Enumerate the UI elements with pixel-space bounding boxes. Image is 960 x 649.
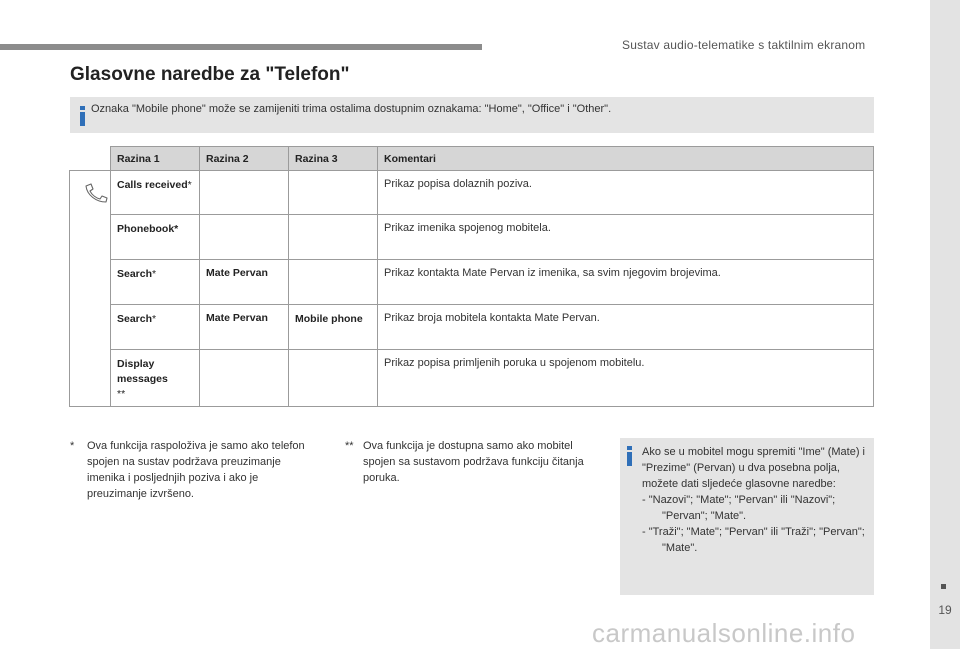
watermark-text: carmanualsonline.info [592,618,856,648]
table-row [70,350,874,407]
info-side-bullet: - "Traži"; "Mate"; "Pervan" ili "Traži"; "Pervan"; "Mate". [642,526,865,554]
level-1-text: Display messages [117,358,168,385]
page-number: 19 [938,603,952,617]
info-side-box [620,438,874,595]
icon-cell [70,350,111,407]
page-title: Glasovne naredbe za "Telefon" [70,64,350,85]
top-rule [0,44,482,50]
info-side-bullet: - "Nazovi"; "Mate"; "Pervan" ili "Nazovi"; "Pervan"; "Mate". [642,494,836,522]
comment-cell: Prikaz imenika spojenog mobitela. [378,215,874,260]
level-3-cell [289,350,378,407]
table-header-row [70,147,874,171]
level-1-cell [111,260,200,305]
footnote-mark: * [174,223,179,235]
icon-cell [70,305,111,350]
table-row [70,260,874,305]
icon-cell [70,260,111,305]
level-2-cell [200,171,289,215]
table-row [70,215,874,260]
page-side-strip [930,0,960,649]
level-1-cell [111,215,200,260]
header-level-2: Razina 2 [200,147,289,171]
level-3-cell [289,171,378,215]
footnote-mark: ** [345,440,354,452]
footnote-mark: * [70,440,75,452]
level-2-cell: Mate Pervan [200,305,289,350]
comment-cell: Prikaz popisa dolaznih poziva. [378,171,874,215]
comment-cell: Prikaz kontakta Mate Pervan iz imenika, sa svim njegovim brojevima. [378,260,874,305]
level-1-cell [111,350,200,407]
chapter-header: Sustav audio-telematike s taktilnim ekranom [622,38,866,52]
level-1-cell [111,305,200,350]
level-3-cell: Mobile phone [289,305,378,350]
level-2-cell [200,215,289,260]
comment-cell: Prikaz broja mobitela kontakta Mate Pervan. [378,305,874,350]
table-row [70,171,874,215]
level-2-cell [200,350,289,407]
header-level-1: Razina 1 [111,147,200,171]
footnote-mark: * [152,268,157,280]
info-note-box [70,97,874,133]
footnote-double-star [345,438,600,486]
level-3-cell [289,215,378,260]
page-marker [941,584,946,589]
table-corner [70,147,111,171]
phone-icon [84,183,110,203]
footnote-mark: * [152,313,157,325]
info-icon [78,106,90,128]
footnote-single-star [70,438,310,502]
icon-cell [70,171,111,215]
level-1-text: Search [117,313,153,325]
footnote-mark: * [187,179,192,191]
level-1-text: Phonebook [117,223,175,235]
header-comments: Komentari [378,147,874,171]
level-3-cell [289,260,378,305]
info-side-intro: Ako se u mobitel mogu spremiti "Ime" (Mate) i "Prezime" (Pervan) u dva posebna polja, možete dati sljedeće glasovne naredbe: [642,446,865,490]
table-row [70,305,874,350]
level-1-cell [111,171,200,215]
info-side-text [642,444,872,556]
footnote-text: Ova funkcija je dostupna samo ako mobitel spojen sa sustavom podržava funkciju čitanja poruka. [363,440,584,484]
comment-cell: Prikaz popisa primljenih poruka u spojenom mobitelu. [378,350,874,407]
footnote-text: Ova funkcija raspoloživa je samo ako telefon spojen na sustav podržava preuzimanje imenika i posljednjih poziva i ako je preuzimanje izvršeno. [87,440,305,500]
level-1-text: Search [117,268,153,280]
header-level-3: Razina 3 [289,147,378,171]
level-2-cell: Mate Pervan [200,260,289,305]
level-1-text: Calls received [117,179,188,191]
info-icon [625,446,637,468]
info-note-text: Oznaka "Mobile phone" može se zamijeniti trima ostalima dostupnim oznakama: "Home", "Office" i "Other". [91,103,612,115]
footnote-mark: ** [117,388,126,400]
icon-cell [70,215,111,260]
voice-commands-table [69,146,874,407]
